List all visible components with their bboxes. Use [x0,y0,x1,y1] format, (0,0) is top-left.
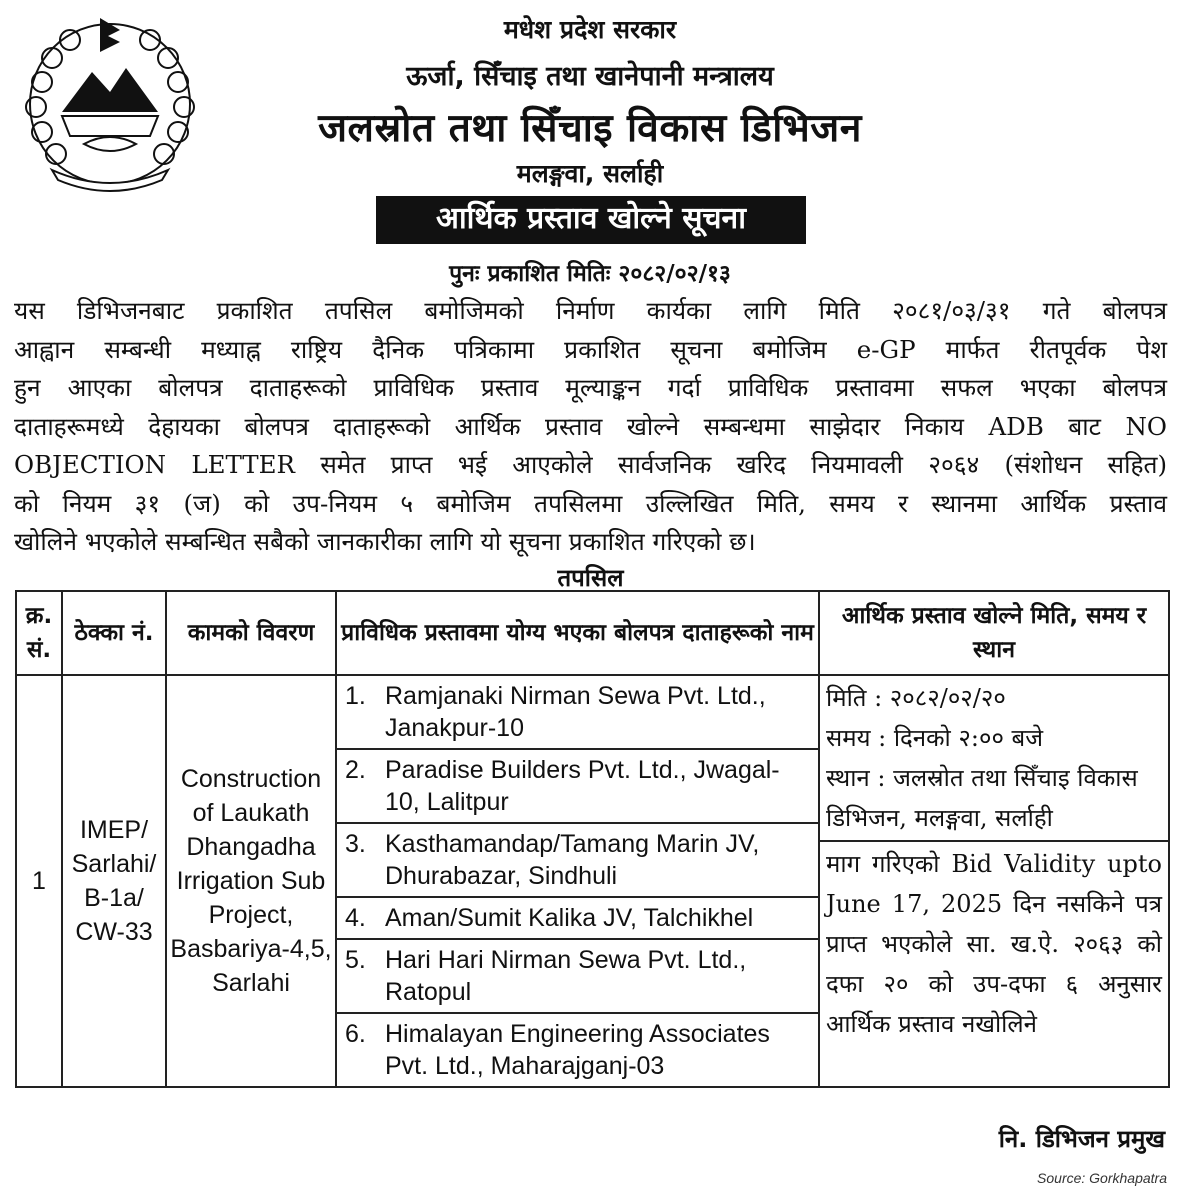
bidder-number: 3. [345,830,366,858]
row-contract-no: IMEP/ Sarlahi/ B-1a/ CW-33 [62,675,166,1087]
schedule-table [15,590,1170,1088]
header-work-desc: कामको विवरण [166,591,336,675]
list-item [337,676,818,750]
list-item [337,750,818,824]
opening-date: मिति : २०८२/०२/२० [826,684,1006,712]
division-name: जलस्रोत तथा सिँचाइ विकास डिभिजन [318,106,862,151]
list-item [337,940,818,1014]
bidder-name: Hari Hari Nirman Sewa Pvt. Ltd., Ratopul [385,946,747,1006]
body-line: आह्वान सम्बन्धी मध्याह्न राष्ट्रिय दैनिक पत्रिकामा प्रकाशित सूचना बमोजिम e-GP मार्फत रीतपूर्वक पेश [14,334,1167,364]
bidder-name: Aman/Sumit Kalika JV, Talchikhel [385,904,754,932]
body-line: खोलिने भएकोले सम्बन्धित सबैको जानकारीका लागि यो सूचना प्रकाशित गरिएको छ। [14,527,756,556]
bidder-name: Kasthamandap/Tamang Marin JV, Dhurabazar, Sindhuli [385,830,760,890]
source-credit: Source: Gorkhapatra [1037,1170,1167,1186]
bidder-name: Paradise Builders Pvt. Ltd., Jwagal-10, Lalitpur [385,756,780,816]
bidder-number: 4. [345,904,366,932]
bidder-name: Himalayan Engineering Associates Pvt. Ltd., Maharajganj-03 [385,1020,770,1080]
republish-date: पुनः प्रकाशित मितिः २०८२/०२/१३ [449,261,731,287]
opening-time: समय : दिनको २:०० बजे [826,724,1044,752]
opening-place: स्थान : जलस्रोत तथा सिँचाइ विकास डिभिजन, मलङ्गवा, सर्लाही [826,764,1138,832]
opening-details [819,675,1169,1087]
header-bidders: प्राविधिक प्रस्तावमा योग्य भएका बोलपत्र दाताहरूको नाम [336,591,819,675]
signature: नि. डिभिजन प्रमुख [998,1125,1165,1153]
bidder-list [336,675,819,1087]
row-work-desc: Construction of Laukath Dhangadha Irrigation Sub Project, Basbariya-4,5, Sarlahi [166,675,336,1087]
body-line: यस डिभिजनबाट प्रकाशित तपसिल बमोजिमको निर्माण कार्यका लागि मिति २०८१/०३/३१ गते बोलपत्र [14,296,1167,325]
table-row [16,675,1169,1087]
notice-body [14,292,1167,562]
ministry-name: ऊर्जा, सिँचाइ तथा खानेपानी मन्त्रालय [406,61,774,92]
bidder-number: 2. [345,756,366,784]
body-line: हुन आएका बोलपत्र दाताहरूको प्राविधिक प्रस्ताव मूल्याङ्कन गर्दा प्राविधिक प्रस्तावमा सफल भएका बोलपत्र [14,373,1167,402]
body-line: को नियम ३१ (ज) को उप-नियम ५ बमोजिम तपसिलमा उल्लिखित मिति, समय र स्थानमा आर्थिक प्रस्ताव [14,488,1167,518]
schedule-title: तपसिल [557,564,624,592]
office-location: मलङ्गवा, सर्लाही [516,159,664,188]
body-line: OBJECTION LETTER समेत प्राप्त भई आएकोले सार्वजनिक खरिद नियमावली २०६४ (संशोधन सहित) [14,450,1167,479]
table-header-row [16,591,1169,675]
government-name: मधेश प्रदेश सरकार [503,15,677,44]
bidder-number: 1. [345,682,366,710]
header-contract-no: ठेक्का नं. [62,591,166,675]
header-opening: आर्थिक प्रस्ताव खोल्ने मिति, समय र स्थान [819,591,1169,675]
bidder-number: 5. [345,946,366,974]
body-line: दाताहरूमध्ये देहायका बोलपत्र दाताहरूको आर्थिक प्रस्ताव खोल्ने सम्बन्धमा साझेदार निकाय ADB बाट NO [14,411,1167,441]
notice-title: आर्थिक प्रस्ताव खोल्ने सूचना [376,196,806,244]
opening-info [820,676,1168,842]
list-item [337,898,818,940]
bidder-name: Ramjanaki Nirman Sewa Pvt. Ltd., Janakpur-10 [385,682,766,742]
bidder-number: 6. [345,1020,366,1048]
row-sn: 1 [16,675,62,1087]
nepal-emblem-icon [22,12,198,196]
header-sn: क्र. सं. [16,591,62,675]
list-item [337,1014,818,1086]
list-item [337,824,818,898]
bid-validity-note: माग गरिएको Bid Validity upto June 17, 2025 दिन नसकिने पत्र प्राप्त भएकोले सा. ख.ऐ. २०६३ को दफा २० को उप-दफा ६ अनुसार आर्थिक प्रस्ताव नखोलिने [826,850,1162,1038]
